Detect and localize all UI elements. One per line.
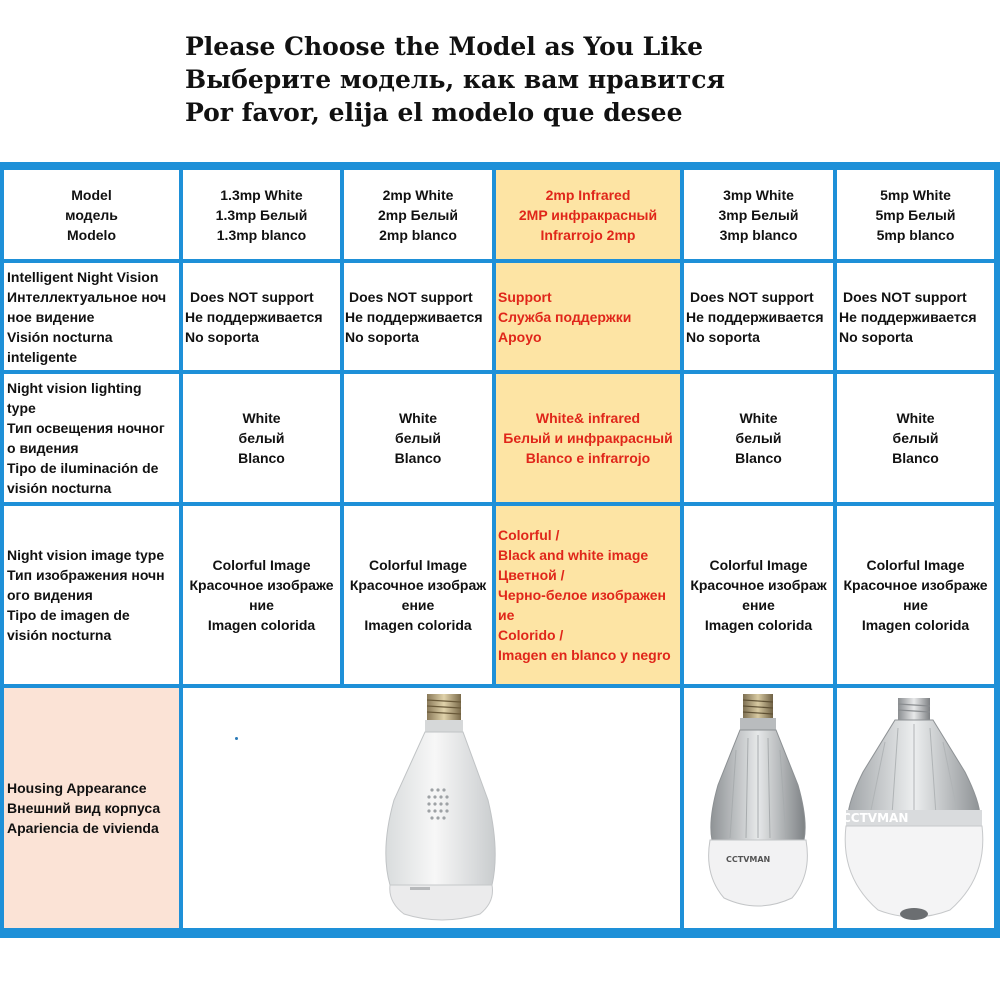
value-line: Colorido / xyxy=(498,627,564,643)
row-label-housing xyxy=(4,688,179,928)
row-label-line: Visión nocturna xyxy=(7,328,113,345)
value-line: Does NOT support xyxy=(190,289,314,305)
header-label-cell xyxy=(4,170,179,259)
value-line: Черно-белое изображен xyxy=(498,587,666,603)
value-line: Не поддерживается xyxy=(839,309,977,325)
row-label-line: ого видения xyxy=(7,587,93,603)
model-name-line: 2mp blanco xyxy=(379,226,457,243)
brand-logo: CCTVMAN xyxy=(842,811,909,825)
lighting-value xyxy=(837,374,994,502)
model-name-line: 1.3mp blanco xyxy=(216,226,307,243)
bulb-camera-5mp-image[interactable] xyxy=(840,692,992,924)
image-type-value xyxy=(183,506,340,684)
value-line: ение xyxy=(742,597,775,613)
model-header-2mp-infrared[interactable] xyxy=(496,170,680,259)
row-label-line: type xyxy=(7,400,36,416)
value-line: ие xyxy=(498,607,515,623)
row-label-line: Внешний вид корпуса xyxy=(7,800,161,816)
title-en: Please Choose the Model as You Like xyxy=(185,32,703,61)
value-line: Imagen colorida xyxy=(207,617,316,633)
value-line: Цветной / xyxy=(498,567,565,583)
brand-logo: CCTVMAN xyxy=(726,855,771,864)
model-name-line: 2mp White xyxy=(382,186,454,203)
model-name-line: 5mp blanco xyxy=(876,226,955,243)
value-line: Blanco xyxy=(238,450,285,466)
model-name-line: 2mp Белый xyxy=(378,206,458,223)
value-line: Служба поддержки xyxy=(498,309,632,325)
value-line: Красочное изображе xyxy=(843,577,988,593)
row-label-line: о видения xyxy=(7,440,79,456)
model-name-line: 2mp Infrared xyxy=(545,186,631,203)
value-line: белый xyxy=(735,430,782,446)
value-line: Apoyo xyxy=(498,329,542,345)
value-line: Imagen colorida xyxy=(364,617,472,633)
value-line: Не поддерживается xyxy=(185,309,323,325)
lighting-value-highlight xyxy=(496,374,680,502)
row-label-line: Tipo de imagen de xyxy=(7,607,130,623)
model-name-line: 3mp White xyxy=(723,186,794,203)
lighting-value xyxy=(183,374,340,502)
bulb-camera-3mp-image[interactable] xyxy=(696,690,826,915)
night-vision-value-highlight xyxy=(496,263,680,370)
lighting-value xyxy=(684,374,833,502)
row-label-line: ное видение xyxy=(7,308,95,325)
page-title xyxy=(185,30,985,129)
bulb-camera-white-image[interactable] xyxy=(370,690,520,928)
row-label-line: visión nocturna xyxy=(7,627,112,643)
value-line: белый xyxy=(395,430,441,446)
value-line: White xyxy=(739,410,778,426)
value-line: White xyxy=(398,410,438,426)
row-label-line: visión nocturna xyxy=(7,480,112,496)
value-line: ние xyxy=(903,597,928,613)
model-name-line: 3mp blanco xyxy=(719,226,798,243)
image-type-value xyxy=(837,506,994,684)
value-line: Blanco xyxy=(892,450,939,466)
value-line: Colorful Image xyxy=(709,557,808,573)
row-label-line: Housing Appearance xyxy=(7,780,147,796)
image-type-value xyxy=(344,506,492,684)
row-label-line: Tipo de iluminación de xyxy=(7,460,159,476)
model-name-line: 5mp Белый xyxy=(875,206,956,223)
row-label-line: Intelligent Night Vision xyxy=(7,268,159,285)
model-name-line: 5mp White xyxy=(880,186,951,203)
night-vision-value xyxy=(183,263,340,370)
value-line: Imagen colorida xyxy=(704,617,813,633)
value-line: Does NOT support xyxy=(843,289,967,305)
value-line: Белый и инфракрасный xyxy=(503,430,673,446)
value-line: Does NOT support xyxy=(690,289,814,305)
night-vision-value xyxy=(837,263,994,370)
value-line: Does NOT support xyxy=(349,289,473,305)
image-type-value-highlight xyxy=(496,506,680,684)
model-name-line: 1.3mp White xyxy=(220,186,303,203)
image-type-value xyxy=(684,506,833,684)
value-line: Imagen colorida xyxy=(861,617,970,633)
value-line: White xyxy=(896,410,935,426)
value-line: White& infrared xyxy=(535,410,641,426)
value-line: No soporta xyxy=(345,329,419,345)
value-line: белый xyxy=(238,430,285,446)
header-label-line: модель xyxy=(65,206,118,223)
value-line: No soporta xyxy=(686,329,760,345)
model-header-2mp-white[interactable] xyxy=(344,170,492,259)
night-vision-value xyxy=(684,263,833,370)
value-line: Black and white image xyxy=(498,547,649,563)
row-label-night-vision xyxy=(4,263,179,370)
row-label-lighting-type xyxy=(4,374,179,502)
row-label-image-type xyxy=(4,506,179,684)
row-label-line: inteligente xyxy=(7,348,78,365)
value-line: White xyxy=(242,410,281,426)
value-line: Красочное изображ xyxy=(349,577,487,593)
value-line: Colorful Image xyxy=(212,557,311,573)
row-label-line: Apariencia de vivienda xyxy=(7,820,159,836)
value-line: Colorful Image xyxy=(368,557,467,573)
value-line: Красочное изображе xyxy=(189,577,334,593)
value-line: ние xyxy=(249,597,274,613)
value-line: Не поддерживается xyxy=(345,309,483,325)
row-label-line: Night vision lighting xyxy=(7,380,142,396)
title-es: Por favor, elija el modelo que desee xyxy=(185,98,683,127)
value-line: Imagen en blanco y negro xyxy=(498,647,671,663)
model-name-line: Infrarrojo 2mp xyxy=(540,226,636,243)
header-label-line: Model xyxy=(71,186,112,203)
value-line: Не поддерживается xyxy=(686,309,824,325)
value-line: Blanco xyxy=(735,450,782,466)
title-ru: Выберите модель, как вам нравится xyxy=(185,65,725,94)
model-name-line: 2MP инфракрасный xyxy=(518,206,658,223)
value-line: Support xyxy=(498,289,552,305)
value-line: Blanco xyxy=(394,450,442,466)
row-label-line: Интеллектуальное ноч xyxy=(7,288,167,305)
model-name-line: 3mp Белый xyxy=(718,206,799,223)
row-label-line: Тип освещения ночног xyxy=(7,420,165,436)
lighting-value xyxy=(344,374,492,502)
value-line: Blanco e infrarrojo xyxy=(525,450,651,466)
value-line: No soporta xyxy=(185,329,259,345)
value-line: No soporta xyxy=(839,329,913,345)
model-header-3mp-white[interactable] xyxy=(684,170,833,259)
night-vision-value xyxy=(344,263,492,370)
header-label-line: Modelo xyxy=(67,226,116,243)
value-line: белый xyxy=(892,430,939,446)
row-label-line: Night vision image type xyxy=(7,547,165,563)
value-line: ение xyxy=(401,597,435,613)
model-header-1-3mp-white[interactable] xyxy=(183,170,340,259)
value-line: Colorful / xyxy=(498,527,560,543)
stray-dot xyxy=(235,737,238,740)
model-header-5mp-white[interactable] xyxy=(837,170,994,259)
row-label-line: Тип изображения ночн xyxy=(7,567,165,583)
value-line: Colorful Image xyxy=(866,557,965,573)
value-line: Красочное изображ xyxy=(690,577,827,593)
model-name-line: 1.3mp Белый xyxy=(215,206,308,223)
